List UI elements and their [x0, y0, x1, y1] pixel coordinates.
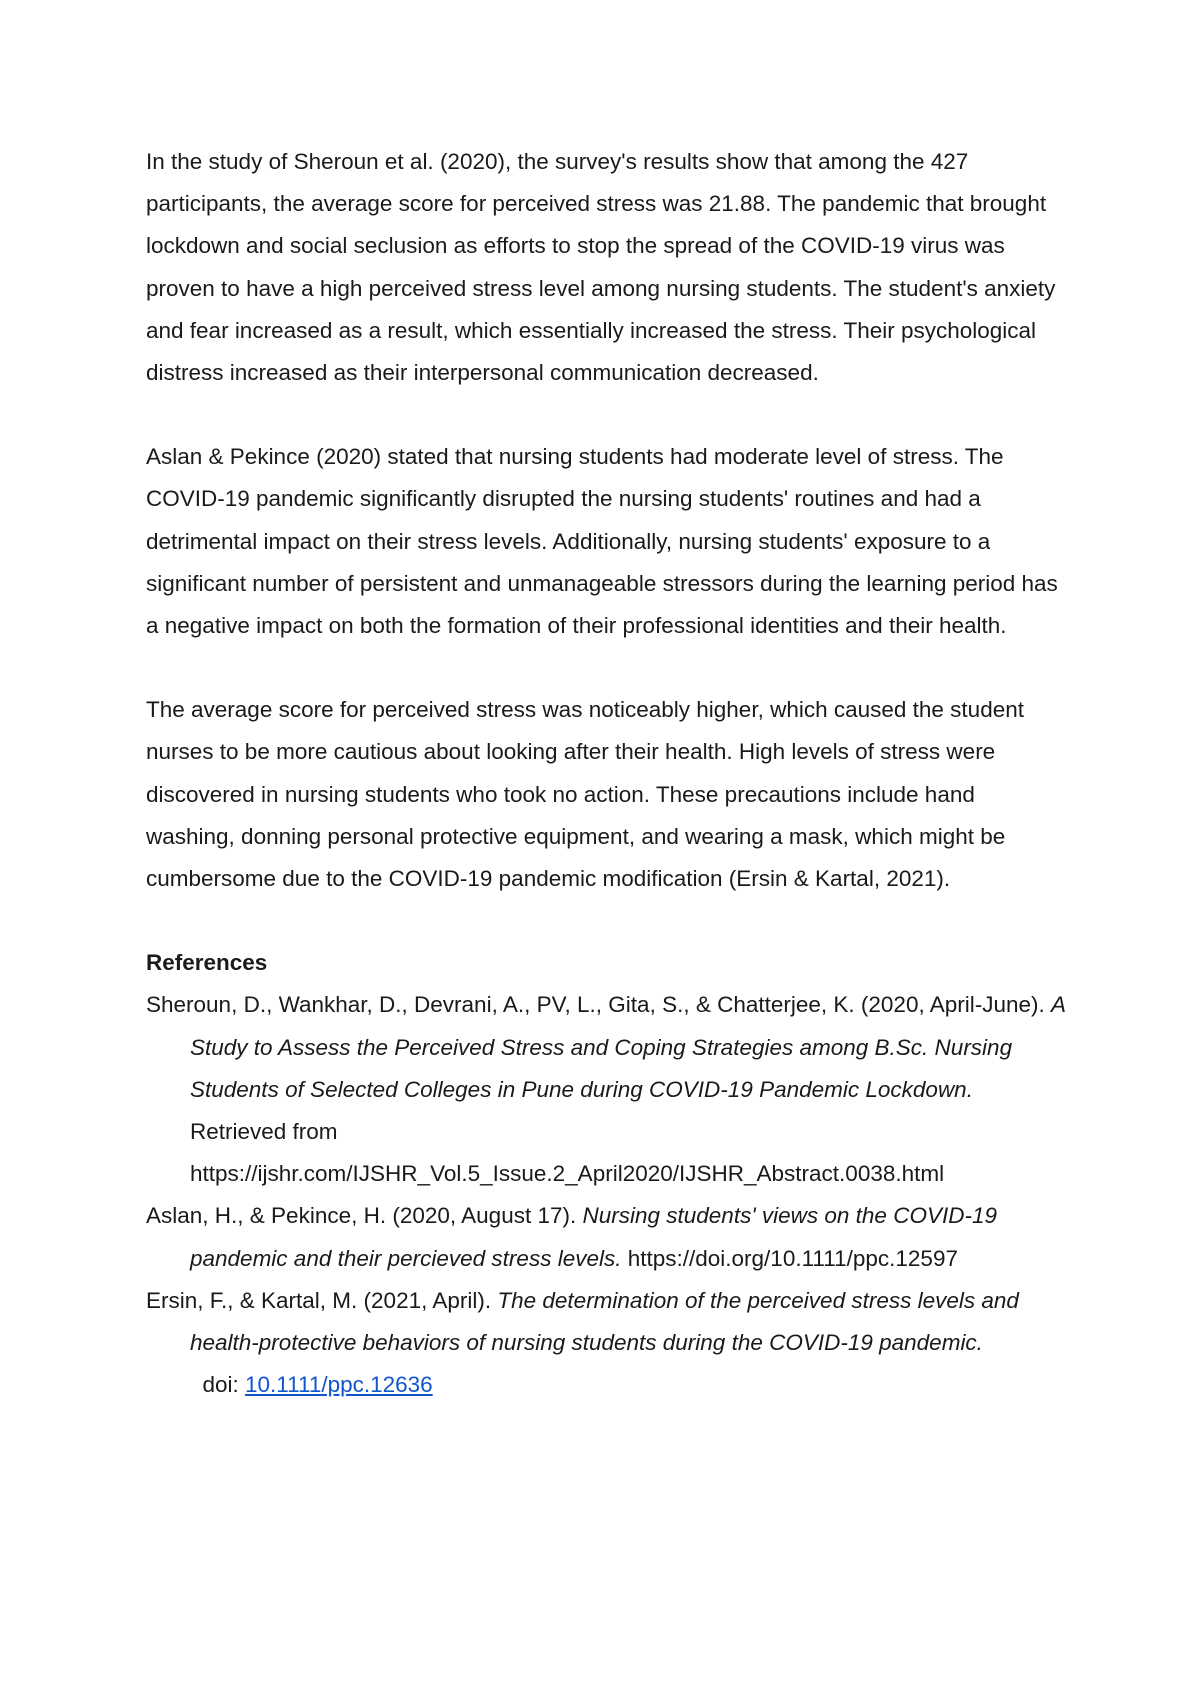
reference-title: Nursing students' views on the COVID-19 [582, 1203, 997, 1229]
reference-title: The determination of the perceived stress levels and health-protective behaviors of nursing students during the COVID-19 pandemic. [190, 1287, 1019, 1356]
references-heading: References [146, 950, 268, 976]
reference-sheroun [146, 984, 1066, 1195]
reference-doi-label: doi: [190, 1372, 246, 1398]
reference-authors: Sheroun, D., Wankhar, D., Devrani, A., PV, L., Gita, S., & Chatterjee, K. (2020, April-June). [146, 992, 1052, 1018]
reference-title-continued: pandemic and their percieved stress levels. [190, 1245, 622, 1271]
reference-doi: https://doi.org/10.1111/ppc.12597 [621, 1245, 958, 1271]
reference-aslan [146, 1195, 1066, 1237]
reference-retrieved: Retrieved from [190, 1119, 338, 1145]
reference-title: A Study to Assess the Perceived Stress and Coping Strategies among B.Sc. Nursing Students of Selected Colleges in Pune during COVID-19 Pandemic Lockdown. [190, 992, 1066, 1102]
paragraph-sheroun: In the study of Sheroun et al. (2020), the survey's results show that among the 427 participants, the average score for perceived stress was 21.88. The pandemic that brought lockdown and social seclusion as efforts to stop the spread of the COVID-19 virus was proven to have a high perceived stress level among nursing students. The student's anxiety and fear increased as a result, which essentially increased the stress. Their psychological distress increased as their interpersonal communication decreased. [146, 149, 1056, 386]
reference-authors: Ersin, F., & Kartal, M. (2021, April). [146, 1287, 498, 1313]
reference-authors: Aslan, H., & Pekince, H. (2020, August 17). [146, 1203, 583, 1229]
reference-url: https://ijshr.com/IJSHR_Vol.5_Issue.2_April2020/IJSHR_Abstract.0038.html [190, 1161, 945, 1187]
reference-ersin [146, 1280, 1066, 1407]
paragraph-aslan: Aslan & Pekince (2020) stated that nursing students had moderate level of stress. The COVID-19 pandemic significantly disrupted the nursing students' routines and had a detrimental impact on their stress levels. Additionally, nursing students' exposure to a significant number of persistent and unmanageable stressors during the learning period has a negative impact on both the formation of their professional identities and their health. [146, 444, 1058, 639]
doi-link[interactable]: 10.1111/ppc.12636 [245, 1372, 433, 1398]
reference-aslan-continued [146, 1238, 1066, 1280]
document-body [146, 141, 1066, 1406]
paragraph-ersin: The average score for perceived stress was noticeably higher, which caused the student nurses to be more cautious about looking after their health. High levels of stress were discovered in nursing students who took no action. These precautions include hand washing, donning personal protective equipment, and wearing a mask, which might be cumbersome due to the COVID-19 pandemic modification (Ersin & Kartal, 2021). [146, 697, 1024, 892]
